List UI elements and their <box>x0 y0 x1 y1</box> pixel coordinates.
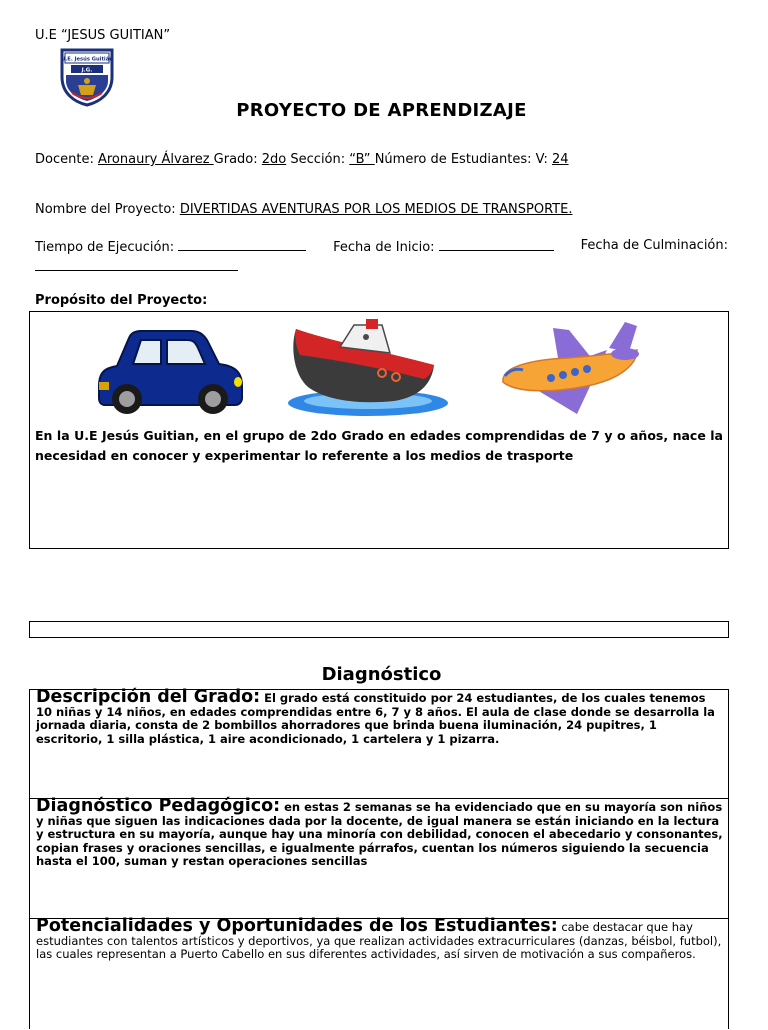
proyecto-value: DIVERTIDAS AVENTURAS POR LOS MEDIOS DE TRANSPORTE. <box>179 202 573 217</box>
diagnostico-title: Diagnóstico <box>321 664 442 685</box>
estudiantes-value: 24 <box>551 152 569 167</box>
culminacion-label: Fecha de Culminación: <box>580 238 728 253</box>
potencialidades-cell <box>30 916 728 1030</box>
grado-label: Grado: <box>213 152 262 167</box>
school-name: U.E “JESUS GUITIAN” <box>35 28 171 43</box>
pedagogico-cell <box>30 796 728 919</box>
docente-value: Aronaury Álvarez <box>97 152 214 167</box>
airplane-image <box>497 320 643 416</box>
school-crest-logo <box>58 47 116 107</box>
docente-line <box>35 152 569 167</box>
car-image <box>95 328 245 416</box>
proyecto-line <box>35 202 572 217</box>
seccion-value: “B” <box>349 152 375 167</box>
document-title: PROYECTO DE APRENDIZAJE <box>236 100 527 121</box>
pedagogico-heading: Diagnóstico Pedagógico: <box>36 796 281 816</box>
proposito-text: En la U.E Jesús Guitian, en el grupo de 2do Grado en edades comprendidas de 7 y o años, nace la necesidad en conocer y experimentar lo referente a los medios de trasporte <box>35 428 723 463</box>
svg-text:J.G.: J.G. <box>81 67 93 74</box>
descripcion-text: El grado está constituido por 24 estudiantes, de los cuales tenemos 10 niñas y 14 niños, en edades comprendidas entre 6, 7 y 8 años. El aula de clase donde se desarrolla la jornada diaria, consta de 2 bombillos ahorradores que brinda buena iluminación, 24 pupitres, 1 escritorio, 1 silla plástica, 1 aire acondicionado, 1 cartelera y 1 pizarra. <box>36 691 715 746</box>
descripcion-heading: Descripción del Grado: <box>36 687 261 707</box>
estudiantes-label: Número de Estudiantes: V: <box>374 152 552 167</box>
seccion-label: Sección: <box>286 152 350 167</box>
proposito-label: Propósito del Proyecto: <box>35 293 208 308</box>
proyecto-label: Nombre del Proyecto: <box>35 202 180 217</box>
potencialidades-heading: Potencialidades y Oportunidades de los Estudiantes: <box>36 916 558 936</box>
inicio-blank[interactable] <box>439 238 554 251</box>
potencialidades-text: cabe destacar que hay estudiantes con talentos artísticos y deportivos, ya que realizan actividades extracurriculares (danzas, béisbol, futbol), las cuales representan a Puerto Cabello en sus diferentes actividades, así sirven de motivación a sus compañeros. <box>36 920 722 962</box>
grado-value: 2do <box>261 152 287 167</box>
diagnostico-table <box>29 689 729 1029</box>
tiempo-label: Tiempo de Ejecución: <box>35 240 175 255</box>
inicio-label: Fecha de Inicio: <box>333 240 435 255</box>
boat-image <box>284 317 452 419</box>
culminacion-blank[interactable] <box>35 258 238 271</box>
descripcion-cell <box>30 687 728 799</box>
fechas-line <box>35 238 728 255</box>
tiempo-blank[interactable] <box>178 238 306 251</box>
svg-text:U.E. Jesús Guitián: U.E. Jesús Guitián <box>61 56 113 63</box>
docente-label: Docente: <box>35 152 98 167</box>
empty-field-box[interactable] <box>29 621 729 638</box>
pedagogico-text: en estas 2 semanas se ha evidenciado que en su mayoría son niños y niñas que siguen las indicaciones dada por la docente, de igual manera se están iniciando en la lectura y estructura en su mayoría, aunque hay una minoría con debilidad, conocen el abecedario y consonantes, copian frases y oraciones sencillas, e igualmente párrafos, cuentan los números siguiendo la secuencia hasta el 100, suman y restan operaciones sencillas <box>36 800 723 869</box>
